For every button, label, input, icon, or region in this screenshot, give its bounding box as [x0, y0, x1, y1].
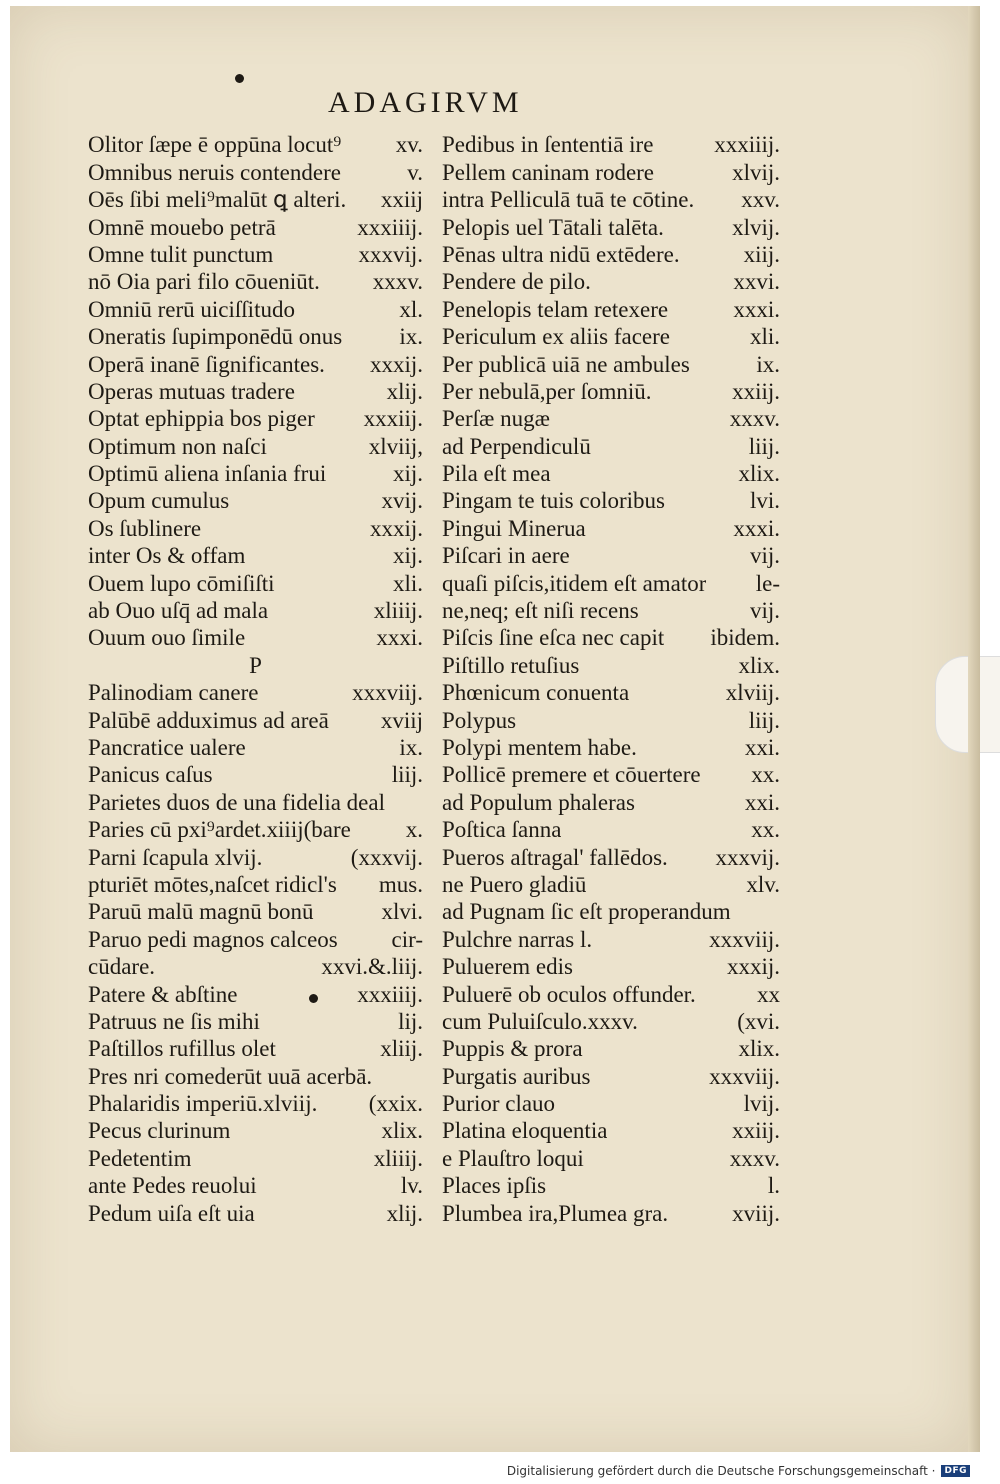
entry-term: Olitor ſæpe ē oppūna locut⁹	[88, 132, 342, 158]
dfg-logo-icon: DFG	[941, 1465, 970, 1477]
entry-term: Optimum non naſci	[88, 433, 267, 459]
entry-reference: liij.	[748, 433, 780, 459]
index-entry	[88, 487, 423, 514]
entry-term: Poſtica ſanna	[442, 817, 562, 843]
entry-term: Polypi mentem habe.	[442, 734, 637, 760]
entry-term: Palinodiam canere	[88, 680, 259, 706]
entry-reference: xxi.	[744, 789, 780, 815]
index-entry	[88, 871, 423, 898]
entry-reference: xlv.	[746, 871, 780, 897]
entry-term: inter Os & offam	[88, 543, 246, 569]
entry-reference: v.	[407, 159, 423, 185]
entry-term: Paſtillos rufillus olet	[88, 1036, 276, 1062]
index-entry	[88, 816, 423, 843]
entry-term: Operā inanē ſignificantes.	[88, 351, 325, 377]
index-entry	[88, 295, 423, 322]
index-entry	[442, 679, 780, 706]
index-entry	[88, 213, 423, 240]
index-entry	[442, 706, 780, 733]
entry-term: Omnibus neruis contendere	[88, 159, 341, 185]
index-entry	[442, 1090, 780, 1117]
index-entry	[88, 514, 423, 541]
index-entry	[442, 514, 780, 541]
entry-term: Pendere de pilo.	[442, 269, 591, 295]
index-entry	[88, 1144, 423, 1171]
index-entry	[442, 1008, 780, 1035]
entry-term: Omne tulit punctum	[88, 241, 274, 267]
ink-blot	[235, 74, 244, 83]
index-column-right	[442, 131, 780, 1227]
entry-term: Pulchre narras l.	[442, 926, 593, 952]
entry-reference: xv.	[395, 132, 423, 158]
index-entry	[88, 1008, 423, 1035]
entry-term: P	[249, 652, 262, 678]
entry-term: Patruus ne ſis mihi	[88, 1008, 260, 1034]
index-entry	[442, 186, 780, 213]
index-entry	[88, 131, 423, 158]
entry-reference: xx	[757, 981, 780, 1007]
index-entry	[442, 405, 780, 432]
index-entry	[442, 241, 780, 268]
entry-term: e Plauſtro loqui	[442, 1145, 584, 1171]
entry-reference: lvi.	[749, 488, 780, 514]
index-entry	[88, 241, 423, 268]
entry-term: Purgatis auribus	[442, 1063, 591, 1089]
index-entry	[88, 378, 423, 405]
index-entry	[88, 980, 423, 1007]
entry-reference: xxxviij.	[352, 680, 423, 706]
index-entry	[442, 925, 780, 952]
index-entry	[88, 925, 423, 952]
entry-term: Piſcari in aere	[442, 543, 570, 569]
index-entry	[88, 761, 423, 788]
index-entry	[442, 1117, 780, 1144]
entry-term: Pedibus in ſententiā ire	[442, 132, 654, 158]
entry-reference: xl.	[399, 296, 423, 322]
entry-reference: xxxij.	[369, 351, 423, 377]
entry-term: Operas mutuas tradere	[88, 378, 295, 404]
entry-reference: xliiij.	[373, 1145, 423, 1171]
index-entry	[88, 1199, 423, 1226]
entry-term: quaſi piſcis,itidem eſt amator	[442, 570, 707, 596]
entry-term: ne,neq; eſt niſi recens	[442, 598, 639, 624]
entry-term: pturiēt mōtes,naſcet ridicl's	[88, 871, 337, 897]
entry-term: ab Ouo uſq̄ ad mala	[88, 598, 269, 624]
entry-term: Pollicē premere et cōuertere	[442, 762, 701, 788]
entry-reference: xlix.	[738, 652, 780, 678]
index-entry	[88, 186, 423, 213]
entry-reference: xxxij.	[726, 954, 780, 980]
entry-term: Phalaridis imperiū.xlviij.	[88, 1091, 318, 1117]
entry-reference: liij.	[748, 707, 780, 733]
entry-reference: xxiij.	[732, 1118, 780, 1144]
entry-term: Opum cumulus	[88, 488, 230, 514]
entry-reference: xlvij.	[732, 159, 780, 185]
index-entry	[442, 378, 780, 405]
entry-term: Platina eloquentia	[442, 1118, 608, 1144]
entry-term: Polypus	[442, 707, 517, 733]
entry-term: Penelopis telam retexere	[442, 296, 669, 322]
index-entry	[88, 706, 423, 733]
entry-term: Phœnicum conuenta	[442, 680, 630, 706]
index-entry	[442, 1199, 780, 1226]
entry-reference: xlix.	[738, 461, 780, 487]
index-entry	[88, 1117, 423, 1144]
entry-reference: mus.	[378, 871, 423, 897]
entry-reference: xxxviij.	[709, 926, 780, 952]
entry-reference: xlix.	[381, 1118, 423, 1144]
index-entry	[88, 651, 423, 678]
index-entry	[442, 734, 780, 761]
entry-reference: xxiij.	[732, 378, 780, 404]
entry-term: Paruū malū magnū bonū	[88, 899, 314, 925]
entry-term: Paruo pedi magnos calceos	[88, 926, 338, 952]
index-entry	[442, 953, 780, 980]
entry-term: Puppis & prora	[442, 1036, 583, 1062]
entry-reference: ix.	[399, 734, 423, 760]
entry-term: Patere & abſtine	[88, 981, 238, 1007]
index-entry	[88, 405, 423, 432]
entry-reference: (xvi.	[737, 1008, 780, 1034]
index-entry	[442, 871, 780, 898]
entry-term: Pila eſt mea	[442, 461, 551, 487]
entry-reference: l.	[767, 1173, 780, 1199]
entry-reference: xxvi.	[733, 269, 780, 295]
entry-reference: xlvi.	[381, 899, 423, 925]
index-entry	[442, 323, 780, 350]
entry-term: Piſtillo retuſius	[442, 652, 580, 678]
entry-reference: lvij.	[743, 1091, 780, 1117]
entry-term: Purior clauo	[442, 1091, 556, 1117]
entry-term: Ouum ouo ſimile	[88, 625, 246, 651]
entry-term: Pedum uiſa eſt uia	[88, 1200, 255, 1226]
entry-term: Ouem lupo cōmiſiſti	[88, 570, 275, 596]
entry-term: Pēnas ultra nidū extēdere.	[442, 241, 680, 267]
entry-reference: vij.	[749, 598, 780, 624]
entry-reference: vij.	[749, 543, 780, 569]
index-entry	[442, 898, 780, 925]
index-entry	[442, 213, 780, 240]
entry-term: cum Puluiſculo.xxxv.	[442, 1008, 638, 1034]
entry-reference: xxxvij.	[715, 844, 780, 870]
entry-reference: xlix.	[738, 1036, 780, 1062]
entry-term: Per publicā uiā ne ambules	[442, 351, 690, 377]
entry-term: Plumbea ira,Plumea gra.	[442, 1200, 669, 1226]
index-entry	[442, 487, 780, 514]
entry-reference: xxxiiij.	[357, 981, 423, 1007]
entry-reference: liij.	[391, 762, 423, 788]
index-entry	[442, 295, 780, 322]
index-entry	[442, 268, 780, 295]
entry-reference: xxxv.	[729, 1145, 780, 1171]
entry-reference: xxxiij.	[363, 406, 423, 432]
entry-reference: xlviij,	[368, 433, 423, 459]
entry-reference: xxxvij.	[358, 241, 423, 267]
index-entry	[88, 597, 423, 624]
entry-reference: xiij.	[743, 241, 780, 267]
index-entry	[88, 460, 423, 487]
index-entry	[442, 350, 780, 377]
footer	[507, 1464, 970, 1478]
index-entry	[442, 788, 780, 815]
entry-reference: xli.	[392, 570, 423, 596]
index-entry	[442, 651, 780, 678]
index-entry	[88, 843, 423, 870]
entry-term: Periculum ex aliis facere	[442, 324, 670, 350]
index-entry	[442, 597, 780, 624]
entry-reference: xxiij	[380, 187, 423, 213]
entry-term: ad Populum phaleras	[442, 789, 635, 815]
index-entry	[442, 460, 780, 487]
index-entry	[88, 624, 423, 651]
entry-term: Puluerem edis	[442, 954, 573, 980]
entry-term: ne Puero gladiū	[442, 871, 587, 897]
entry-term: Pelopis uel Tātali talēta.	[442, 214, 664, 240]
entry-term: Pancratice ualere	[88, 734, 246, 760]
entry-term: Piſcis ſine eſca nec capit	[442, 625, 665, 651]
entry-reference: le-	[755, 570, 780, 596]
entry-reference: lv.	[400, 1173, 423, 1199]
index-entry	[442, 761, 780, 788]
entry-term: Pedetentim	[88, 1145, 192, 1171]
index-entry	[442, 432, 780, 459]
entry-term: Omniū rerū uiciſſitudo	[88, 296, 295, 322]
entry-term: Os ſublinere	[88, 515, 202, 541]
entry-term: Pecus clurinum	[88, 1118, 231, 1144]
entry-reference: xxvi.&.liij.	[321, 954, 423, 980]
entry-term: Parietes duos de una fidelia deal	[88, 789, 385, 815]
index-entry	[442, 158, 780, 185]
index-entry	[442, 1144, 780, 1171]
index-entry	[88, 350, 423, 377]
entry-term: Per nebulā,per ſomniū.	[442, 378, 652, 404]
entry-reference: xxxv.	[729, 406, 780, 432]
entry-reference: xij.	[392, 461, 423, 487]
index-entry	[88, 158, 423, 185]
entry-reference: xliiij.	[373, 598, 423, 624]
entry-reference: lij.	[398, 1008, 423, 1034]
index-entry	[442, 816, 780, 843]
book-page	[10, 6, 970, 1452]
entry-reference: xxxv.	[372, 269, 423, 295]
entry-term: Parni ſcapula xlvij.	[88, 844, 263, 870]
index-entry	[88, 323, 423, 350]
entry-reference: xlvij.	[732, 214, 780, 240]
entry-term: Puluerē ob oculos offunder.	[442, 981, 696, 1007]
entry-term: Perſæ nugæ	[442, 406, 550, 432]
entry-term: Pueros aſtragal' fallēdos.	[442, 844, 668, 870]
index-entry	[442, 843, 780, 870]
index-entry	[88, 268, 423, 295]
entry-reference: xxxiiij.	[714, 132, 780, 158]
entry-reference: xviij.	[732, 1200, 780, 1226]
entry-reference: xlviij.	[725, 680, 780, 706]
entry-reference: xxxi.	[376, 625, 423, 651]
entry-term: Places ipſis	[442, 1173, 547, 1199]
entry-reference: xxxi.	[733, 296, 780, 322]
entry-reference: xvij.	[381, 488, 423, 514]
index-entry	[442, 624, 780, 651]
index-entry	[442, 1172, 780, 1199]
entry-reference: xxxi.	[733, 515, 780, 541]
entry-term: ante Pedes reuolui	[88, 1173, 257, 1199]
entry-term: Pellem caninam rodere	[442, 159, 655, 185]
entry-reference: xlij.	[386, 1200, 423, 1226]
entry-reference: ibidem.	[710, 625, 780, 651]
entry-reference: xij.	[392, 543, 423, 569]
index-column-left	[88, 131, 423, 1227]
page-tab-marker	[935, 656, 1000, 753]
entry-reference: ix.	[399, 324, 423, 350]
entry-reference: xxi.	[744, 734, 780, 760]
entry-reference: xlij.	[386, 378, 423, 404]
index-entry	[442, 131, 780, 158]
entry-reference: xxv.	[741, 187, 780, 213]
entry-reference: xx.	[751, 762, 780, 788]
entry-reference: (xxxvij.	[350, 844, 423, 870]
entry-term: Panicus caſus	[88, 762, 213, 788]
index-entry	[442, 1062, 780, 1089]
entry-term: intra Pelliculā tuā te cōtine.	[442, 187, 695, 213]
index-entry	[88, 1062, 423, 1089]
entry-term: Omnē mouebo petrā	[88, 214, 276, 240]
index-entry	[88, 898, 423, 925]
index-entry	[88, 679, 423, 706]
entry-reference: cir-	[391, 926, 423, 952]
index-entry	[88, 734, 423, 761]
entry-reference: x.	[405, 817, 423, 843]
entry-reference: xx.	[751, 817, 780, 843]
footer-credit: Digitalisierung gefördert durch die Deutsche Forschungsgemeinschaft ·	[506, 1464, 936, 1478]
entry-reference: xxxij.	[369, 515, 423, 541]
entry-term: ad Pugnam ſic eſt properandum	[442, 899, 731, 925]
entry-term: Optimū aliena inſania frui	[88, 461, 327, 487]
index-entry	[442, 1035, 780, 1062]
entry-term: Pres nri comederūt uuā acerbā.	[88, 1063, 373, 1089]
index-entry	[88, 1035, 423, 1062]
index-entry	[88, 788, 423, 815]
entry-term: cūdare.	[88, 954, 156, 980]
index-entry	[88, 569, 423, 596]
index-entry	[88, 1090, 423, 1117]
entry-term: Pingui Minerua	[442, 515, 586, 541]
entry-term: Optat ephippia bos piger	[88, 406, 315, 432]
entry-term: Oneratis ſupimponēdū onus	[88, 324, 343, 350]
index-entry	[442, 569, 780, 596]
index-entry	[88, 1172, 423, 1199]
entry-term: Oēs ſibi meli⁹malūt ꝗ alteri.	[88, 187, 347, 213]
entry-term: nō Oia pari filo cōueniūt.	[88, 269, 320, 295]
entry-reference: xliij.	[380, 1036, 423, 1062]
entry-reference: xli.	[749, 324, 780, 350]
entry-term: Pingam te tuis coloribus	[442, 488, 665, 514]
page-header: ADAGIRVM	[328, 86, 523, 119]
entry-reference: xxxiiij.	[357, 214, 423, 240]
entry-term: Paries cū pxi⁹ardet.xiiij(bare	[88, 817, 351, 843]
entry-term: ad Perpendiculū	[442, 433, 591, 459]
entry-reference: (xxix.	[368, 1091, 423, 1117]
entry-reference: xxxviij.	[709, 1063, 780, 1089]
entry-term: Palūbē adduximus ad areā	[88, 707, 329, 733]
index-entry	[88, 953, 423, 980]
entry-reference: ix.	[756, 351, 780, 377]
index-entry	[442, 542, 780, 569]
index-entry	[442, 980, 780, 1007]
index-entry	[88, 542, 423, 569]
index-entry	[88, 432, 423, 459]
entry-reference: xviij	[380, 707, 423, 733]
